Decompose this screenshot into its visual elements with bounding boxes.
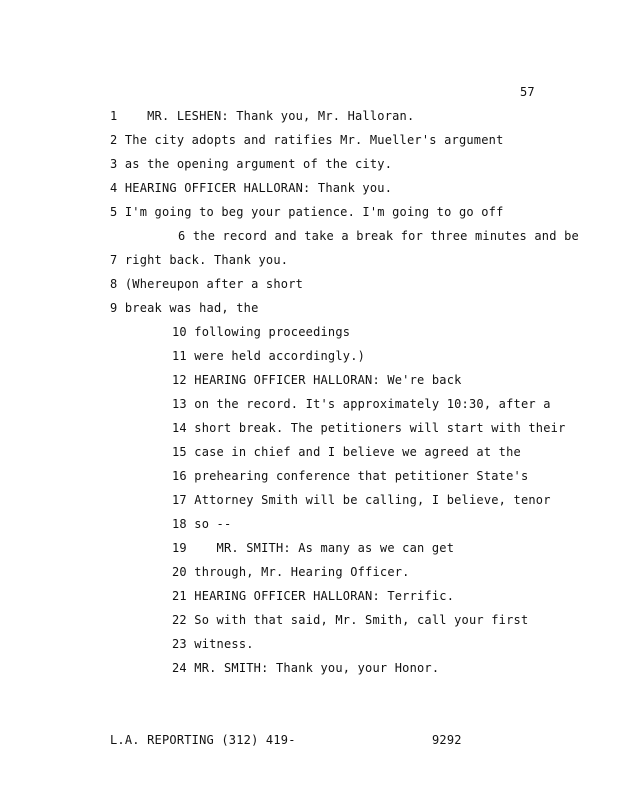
transcript-line: 4 HEARING OFFICER HALLORAN: Thank you.	[110, 181, 393, 195]
transcript-line: 23 witness.	[172, 637, 254, 651]
transcript-line: 11 were held accordingly.)	[172, 349, 366, 363]
transcript-line: 8 (Whereupon after a short	[110, 277, 304, 291]
transcript-line: 13 on the record. It's approximately 10:30, after a	[172, 397, 551, 411]
transcript-line: 17 Attorney Smith will be calling, I believe, tenor	[172, 493, 551, 507]
transcript-line: 24 MR. SMITH: Thank you, your Honor.	[172, 661, 440, 675]
transcript-line: 16 prehearing conference that petitioner State's	[172, 469, 529, 483]
transcript-line: 19 MR. SMITH: As many as we can get	[172, 541, 455, 555]
footer-reporter: L.A. REPORTING (312) 419-	[110, 733, 296, 747]
transcript-line: 5 I'm going to beg your patience. I'm going to go off	[110, 205, 504, 219]
transcript-line: 12 HEARING OFFICER HALLORAN: We're back	[172, 373, 462, 387]
transcript-line: 18 so --	[172, 517, 232, 531]
transcript-line: 14 short break. The petitioners will start with their	[172, 421, 566, 435]
page-number: 57	[520, 85, 535, 99]
transcript-line: 22 So with that said, Mr. Smith, call your first	[172, 613, 529, 627]
transcript-line: 7 right back. Thank you.	[110, 253, 289, 267]
transcript-line: 6 the record and take a break for three minutes and be	[178, 229, 579, 243]
footer-phone-suffix: 9292	[432, 733, 462, 747]
transcript-line: 15 case in chief and I believe we agreed at the	[172, 445, 521, 459]
transcript-line: 9 break was had, the	[110, 301, 259, 315]
transcript-line: 21 HEARING OFFICER HALLORAN: Terrific.	[172, 589, 455, 603]
transcript-line: 10 following proceedings	[172, 325, 351, 339]
transcript-line: 1 MR. LESHEN: Thank you, Mr. Halloran.	[110, 109, 415, 123]
transcript-line: 3 as the opening argument of the city.	[110, 157, 393, 171]
transcript-line: 2 The city adopts and ratifies Mr. Mueller's argument	[110, 133, 504, 147]
transcript-line: 20 through, Mr. Hearing Officer.	[172, 565, 410, 579]
